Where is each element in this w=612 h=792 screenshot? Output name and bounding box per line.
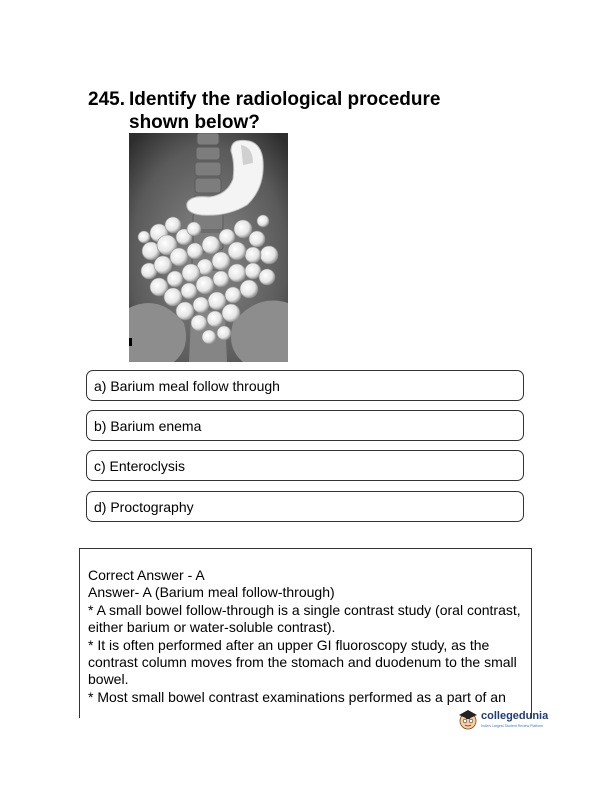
mascot-icon bbox=[457, 707, 479, 733]
answer-explanation bbox=[79, 548, 532, 718]
xray-image bbox=[129, 133, 288, 362]
explanation-point-3: * Most small bowel contrast examinations performed as a part of an bbox=[88, 688, 506, 705]
option-a-label: a) Barium meal follow through bbox=[94, 378, 280, 394]
option-a[interactable] bbox=[86, 370, 524, 401]
option-d[interactable] bbox=[86, 491, 524, 522]
collegedunia-logo bbox=[457, 705, 557, 735]
option-c[interactable] bbox=[86, 450, 524, 481]
option-b[interactable] bbox=[86, 410, 524, 441]
logo-name: collegedunia bbox=[481, 710, 549, 722]
question-text: Identify the radiological procedure shown below? bbox=[129, 89, 441, 133]
answer-line: Answer- A (Barium meal follow-through) bbox=[88, 584, 335, 601]
correct-answer: Correct Answer - A bbox=[88, 567, 205, 583]
explanation-point-1: * A small bowel follow-through is a single contrast study (oral contrast, either barium or water-soluble contrast). bbox=[88, 601, 521, 636]
logo-tagline: India's Largest Student Review Platform bbox=[481, 724, 544, 728]
option-d-label: d) Proctography bbox=[94, 499, 194, 515]
option-c-label: c) Enteroclysis bbox=[94, 458, 186, 474]
option-b-label: b) Barium enema bbox=[94, 418, 202, 434]
question-number: 245. bbox=[88, 89, 125, 110]
explanation-point-2: * It is often performed after an upper GI fluoroscopy study, as the contrast column moves from the stomach and duodenum to the small bowel. bbox=[88, 636, 517, 688]
xray-illustration bbox=[129, 133, 288, 362]
